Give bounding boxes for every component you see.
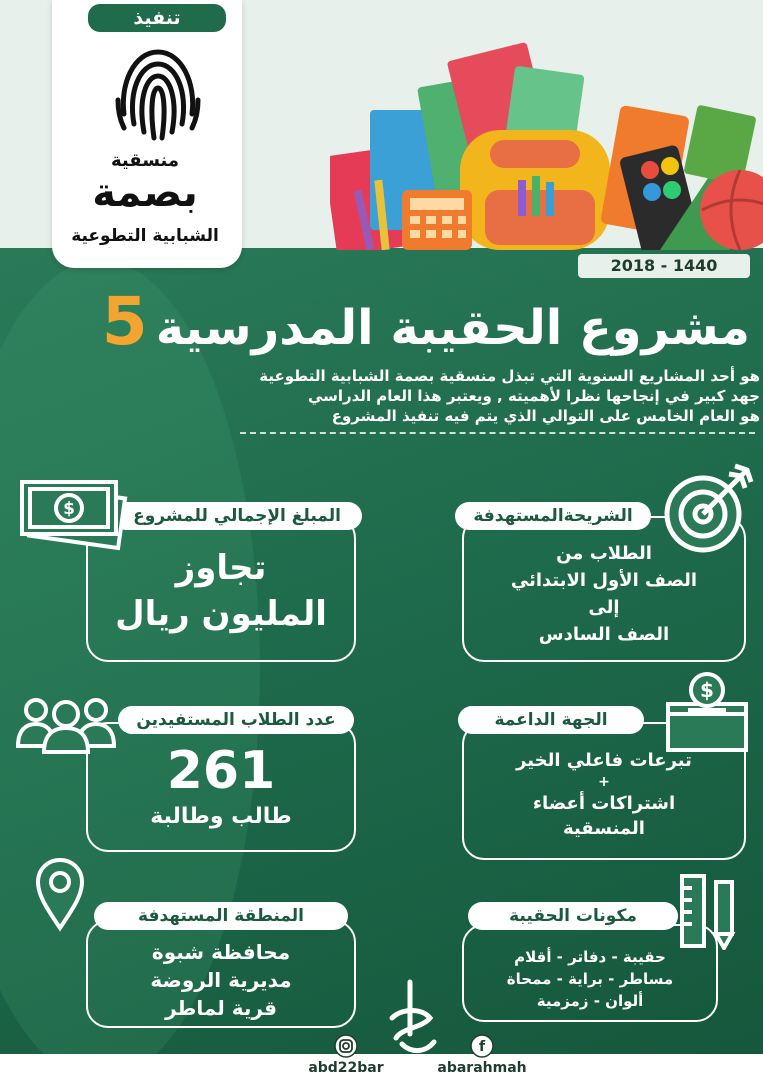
location-pin-icon [34, 856, 86, 932]
description-line: هو أحد المشاريع السنوية التي تبذل منسقية بصمة الشبابية التطوعية [259, 367, 760, 385]
total-amount-line: المليون ريال [115, 594, 327, 634]
total-amount-text [86, 545, 356, 637]
target-group-label: الشريحةالمستهدفة [455, 502, 651, 530]
year-badge: 2018 - 1440 [578, 254, 750, 278]
region-line: محافظة شبوة [151, 940, 291, 964]
total-amount-line: تجاوز [175, 548, 267, 588]
target-group-text [462, 540, 746, 648]
target-group-line: الصف السادس [538, 624, 670, 645]
instagram-icon[interactable] [334, 1034, 358, 1058]
fingerprint-icon [114, 44, 202, 144]
exec-label: تنفيذ [88, 4, 226, 32]
components-text [462, 946, 718, 1012]
supporter-line: + [598, 774, 610, 790]
description-line: جهد كبير في إنجاحها نظرا لأهميته , ويعتبر هذا العام الدراسي [307, 387, 760, 405]
donation-box-icon [664, 670, 750, 754]
beneficiaries-count: 261 [166, 741, 276, 801]
instagram-handle[interactable]: abd22bar [308, 1060, 384, 1076]
beneficiaries-label: عدد الطلاب المستفيدين [118, 706, 354, 734]
supporter-text [462, 748, 746, 841]
region-label: المنطقة المستهدفة [94, 902, 348, 930]
total-amount-label: المبلغ الإجمالي للمشروع [112, 502, 362, 530]
facebook-icon[interactable] [470, 1034, 494, 1058]
ruler-pencil-icon [676, 872, 742, 950]
supporter-line: اشتراكات أعضاء [532, 793, 676, 814]
school-supplies-illustration [330, 40, 763, 250]
supporter-line: المنسقية [563, 818, 645, 839]
description-line: هو العام الخامس على التوالي الذي يتم فيه تنفيذ المشروع [331, 407, 760, 425]
calligraphy-logo-icon [382, 978, 440, 1060]
components-line: حقيبة - دفاتر - أقلام [514, 948, 666, 966]
logo-main-text: بصمة [92, 170, 198, 216]
supporter-line: تبرعات فاعلي الخير [516, 750, 692, 771]
title-number: 5 [101, 283, 148, 360]
region-line: مديرية الروضة [150, 968, 292, 992]
supporter-label: الجهة الداعمة [458, 706, 644, 734]
svg-text:$: $ [700, 678, 714, 702]
svg-text:f: f [478, 1039, 486, 1055]
description-divider [240, 432, 755, 434]
title-text: مشروع الحقيبة المدرسية [155, 300, 750, 356]
components-line: مساطر - براية - ممحاة [506, 970, 674, 988]
logo-subtitle-top: منسقية [110, 150, 180, 171]
target-group-line: إلى [588, 597, 620, 618]
svg-text:$: $ [63, 499, 75, 519]
facebook-handle[interactable]: abarahmah [437, 1060, 527, 1076]
target-group-line: الطلاب من [556, 543, 652, 564]
components-label: مكونات الحقيبة [468, 902, 678, 930]
project-description [180, 366, 760, 426]
region-line: قرية لماطر [165, 996, 277, 1020]
page-title [70, 282, 750, 362]
beneficiaries-sub: طالب وطالبة [150, 804, 292, 829]
region-text [86, 938, 356, 1022]
logo-subtitle-bottom: الشبابية التطوعية [71, 226, 219, 246]
components-line: ألوان - زمزمية [536, 992, 644, 1010]
target-group-line: الصف الأول الابتدائي [510, 570, 698, 591]
money-icon [14, 476, 132, 556]
